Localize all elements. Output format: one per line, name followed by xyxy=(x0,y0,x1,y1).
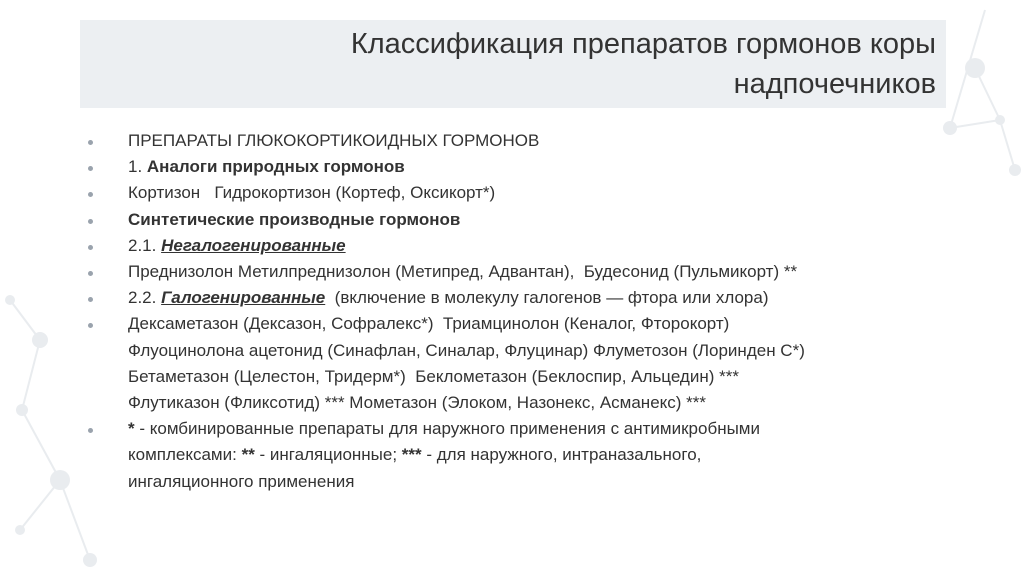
item-text: Преднизолон Метилпреднизолон (Метипред, Адвантан), Будесонид (Пульмикорт) ** xyxy=(128,262,798,282)
bullet-icon xyxy=(88,271,93,276)
list-item xyxy=(88,207,968,233)
item-line: Дексаметазон (Дексазон, Софралекс*) Триамцинолон (Кеналог, Фторокорт) xyxy=(128,314,730,334)
item-rest-text: (включение в молекулу галогенов — фтора или хлора) xyxy=(325,288,769,308)
footnote-text: - комбинированные препараты для наружного применения с антимикробными xyxy=(134,419,760,439)
item-bolditalic-text: Галогенированные xyxy=(161,288,326,308)
bullet-icon xyxy=(88,428,93,433)
item-line: Флуоцинолона ацетонид (Синафлан, Синалар, Флуцинар) Флуметозон (Лоринден С*) xyxy=(128,340,805,360)
list-item xyxy=(88,180,968,206)
item-line: Флутиказон (Фликсотид) *** Мометазон (Элоком, Назонекс, Асманекс) *** xyxy=(128,393,707,413)
item-text: ПРЕПАРАТЫ ГЛЮКОКОРТИКОИДНЫХ ГОРМОНОВ xyxy=(128,131,540,150)
item-line: Бетаметазон (Целестон, Тридерм*) Беклометазон (Беклоспир, Альцедин) *** xyxy=(128,366,739,386)
footnote-text: ингаляционного применения xyxy=(128,471,355,491)
bullet-icon xyxy=(88,323,93,328)
list-item-footnote xyxy=(88,416,968,495)
bullet-list xyxy=(88,128,968,495)
footnote-text: - для наружного, интраназального, xyxy=(421,445,702,465)
list-item xyxy=(88,128,968,154)
item-text: Кортизон Гидрокортизон (Кортеф, Оксикорт*) xyxy=(128,183,496,203)
list-item xyxy=(88,311,968,416)
slide-title-line-2: надпочечников xyxy=(733,68,936,100)
bullet-icon xyxy=(88,297,93,302)
bullet-icon xyxy=(88,140,93,145)
item-number: 2.1. xyxy=(128,235,162,255)
item-number: 2.2. xyxy=(128,288,162,308)
footnote-marker: ** xyxy=(241,445,255,465)
item-number: 1. xyxy=(128,157,147,177)
footnote-text: - ингаляционные; xyxy=(254,445,402,465)
list-item xyxy=(88,285,968,311)
footnote-marker: * xyxy=(128,419,135,439)
bullet-icon xyxy=(88,245,93,250)
bullet-icon xyxy=(88,192,93,197)
item-bolditalic-text: Негалогенированные xyxy=(161,235,346,255)
list-item xyxy=(88,233,968,259)
title-box xyxy=(80,20,946,108)
footnote-text: комплексами: xyxy=(128,445,242,465)
item-bold-text: Аналоги природных гормонов xyxy=(146,157,405,177)
item-bold-text: Синтетические производные гормонов xyxy=(128,209,461,229)
bullet-icon xyxy=(88,166,93,171)
slide-title-line-1: Классификация препаратов гормонов коры xyxy=(350,28,936,60)
list-item xyxy=(88,154,968,180)
list-item xyxy=(88,259,968,285)
bullet-icon xyxy=(88,219,93,224)
footnote-marker: *** xyxy=(401,445,422,465)
